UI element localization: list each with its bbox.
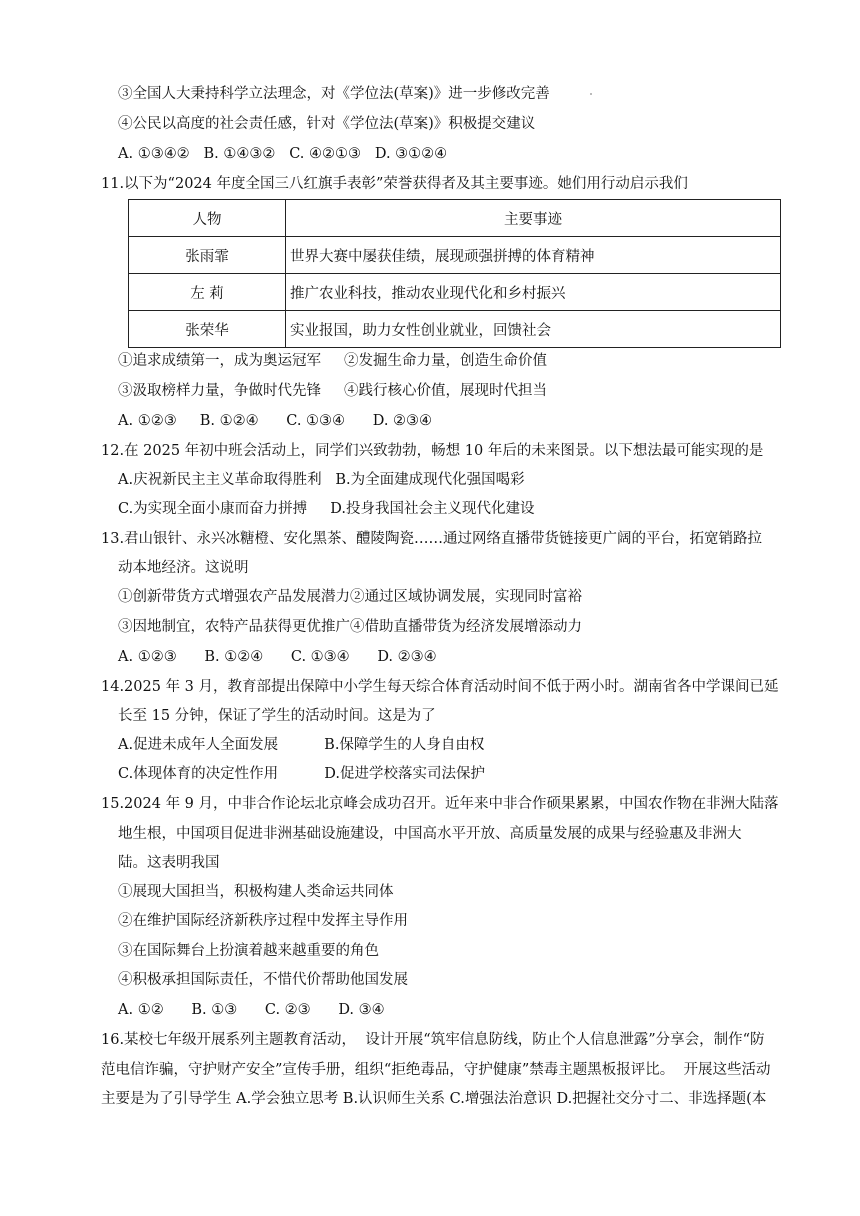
q11-options-line-2: ③汲取榜样力量，争做时代先锋 ④践行核心价值，展现时代担当: [118, 383, 548, 399]
q16-line-1: 16.某校七年级开展系列主题教育活动， 设计开展“筑牢信息防线，防止个人信息泄露”分享会，制作“防: [101, 1032, 765, 1048]
q10-answers: A. ①③④② B. ①④③② C. ④②①③ D. ③①②④: [118, 146, 448, 162]
q14-options-line-2: C.体现体育的决定性作用 D.促进学校落实司法保护: [118, 766, 485, 782]
q13-options-line-1: ①创新带货方式增强农产品发展潜力②通过区域协调发展，实现同时富裕: [118, 589, 582, 605]
table-cell-person: 左 莉: [129, 274, 286, 311]
q16-line-2: 范电信诈骗，守护财产安全”宣传手册，组织“拒绝毒品，守护健康”禁毒主题黑板报评比。 开展这些活动: [101, 1062, 771, 1078]
q14-stem-line-1: 14.2025 年 3 月，教育部提出保障中小学生每天综合体育活动时间不低于两小时。湖南省各中学课间已延: [101, 679, 779, 695]
q15-stem-line-1: 15.2024 年 9 月，中非合作论坛北京峰会成功召开。近年来中非合作硕果累累，中国农作物在非洲大陆落: [101, 796, 779, 812]
table-row: [129, 311, 781, 348]
table-row: [129, 274, 781, 311]
honoree-table: [128, 199, 781, 348]
q15-answers: A. ①② B. ①③ C. ②③ D. ③④: [118, 1002, 385, 1018]
q14-stem-line-2: 长至 15 分钟，保证了学生的活动时间。这是为了: [118, 708, 436, 724]
q15-stem-line-3: 陆。这表明我国: [118, 855, 220, 871]
q12-options-line-1: A.庆祝新民主主义革命取得胜利 B.为全面建成现代化强国喝彩: [118, 472, 525, 488]
table-cell-person: 张雨霏: [129, 237, 286, 274]
q13-stem-line-2: 动本地经济。这说明: [118, 560, 249, 576]
table-cell-person: 张荣华: [129, 311, 286, 348]
q15-option-2: ②在维护国际经济新秩序过程中发挥主导作用: [118, 913, 408, 929]
table-cell-deeds: 世界大赛中屡获佳绩，展现顽强拼搏的体育精神: [286, 237, 781, 274]
q15-option-3: ③在国际舞台上扮演着越来越重要的角色: [118, 943, 379, 959]
table-cell-deeds: 实业报国，助力女性创业就业，回馈社会: [286, 311, 781, 348]
table-header-person: 人物: [129, 200, 286, 237]
q15-option-4: ④积极承担国际责任，不惜代价帮助他国发展: [118, 972, 408, 988]
q16-line-3: 主要是为了引导学生 A.学会独立思考 B.认识师生关系 C.增强法治意识 D.把握社交分寸二、非选择题(本: [101, 1091, 767, 1107]
q11-answers: A. ①②③ B. ①②④ C. ①③④ D. ②③④: [118, 413, 433, 429]
q11-options-line-1: ①追求成绩第一，成为奥运冠军 ②发掘生命力量，创造生命价值: [118, 353, 548, 369]
table-header-deeds: 主要事迹: [286, 200, 781, 237]
q13-options-line-2: ③因地制宜，农特产品获得更优推广④借助直播带货为经济发展增添动力: [118, 619, 582, 635]
q12-options-line-2: C.为实现全面小康而奋力拼搏 D.投身我国社会主义现代化建设: [118, 501, 535, 517]
q15-option-1: ①展现大国担当，积极构建人类命运共同体: [118, 884, 394, 900]
q12-stem: 12.在 2025 年初中班会活动上，同学们兴致勃勃，畅想 10 年后的未来图景。以下想法最可能实现的是: [101, 443, 764, 459]
q15-stem-line-2: 地生根，中国项目促进非洲基础设施建设，中国高水平开放、高质量发展的成果与经验惠及非洲大: [118, 826, 742, 842]
scan-speck: [590, 93, 592, 95]
q10-option-3: ③全国人大秉持科学立法理念，对《学位法(草案)》进一步修改完善: [118, 86, 550, 102]
table-header-row: [129, 200, 781, 237]
q11-stem: 11.以下为“2024 年度全国三八红旗手表彰”荣誉获得者及其主要事迹。她们用行动启示我们: [101, 176, 688, 192]
q13-stem-line-1: 13.君山银针、永兴冰糖橙、安化黑茶、醴陵陶瓷……通过网络直播带货链接更广阔的平台，拓宽销路拉: [101, 531, 763, 547]
table-row: [129, 237, 781, 274]
q14-options-line-1: A.促进未成年人全面发展 B.保障学生的人身自由权: [118, 737, 485, 753]
q13-answers: A. ①②③ B. ①②④ C. ①③④ D. ②③④: [118, 649, 437, 665]
q10-option-4: ④公民以高度的社会责任感，针对《学位法(草案)》积极提交建议: [118, 116, 536, 132]
table-cell-deeds: 推广农业科技，推动农业现代化和乡村振兴: [286, 274, 781, 311]
